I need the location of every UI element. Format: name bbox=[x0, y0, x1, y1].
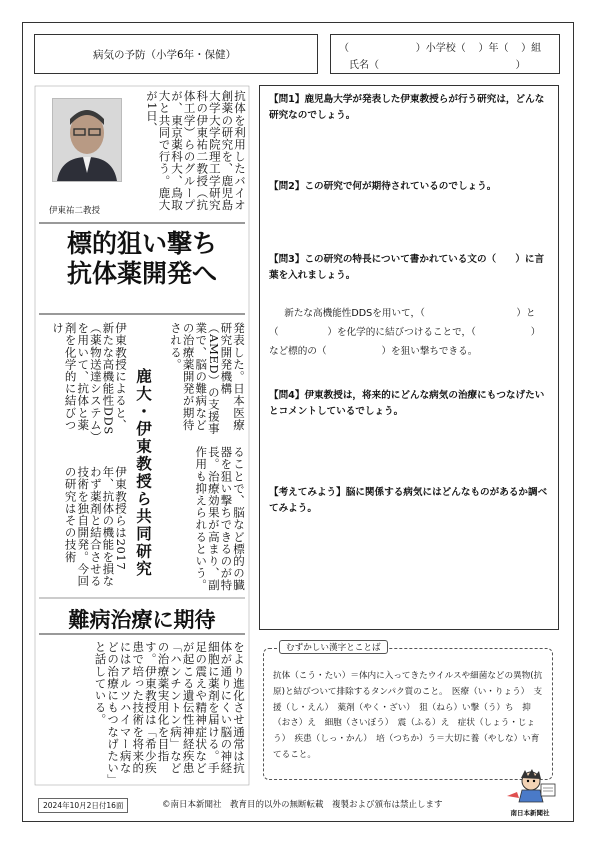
headline bbox=[39, 229, 245, 289]
headline-line2: 抗体薬開発へ bbox=[66, 259, 217, 288]
question-box bbox=[259, 85, 559, 630]
name-box bbox=[330, 34, 560, 74]
article-column: 抗体を利用したバイオ創薬の研究を、鹿児島大学大学院理工学研究科の伊東祐二教授（抗体工学）らのグループが、東京薬科大、鳥取大と共同で行う。鹿大が1日、 bbox=[144, 90, 247, 211]
photo-caption: 伊東祐二教授 bbox=[49, 206, 101, 216]
question-text: この研究で何が期待されているのでしょう。 bbox=[304, 181, 497, 192]
publish-date: 2024年10月2日付16面 bbox=[38, 798, 128, 813]
headline-line1: 標的狙い撃ち bbox=[66, 229, 217, 258]
question-number: 【問1】 bbox=[269, 94, 305, 105]
name-line: 氏名（ ） bbox=[349, 60, 526, 71]
question-text: 伊東教授は，将来的にどんな病気の治療にもつなげたいとコメントしているでしょう。 bbox=[269, 390, 545, 417]
subheadline: 鹿大・伊東教授ら共同研究 bbox=[134, 368, 153, 578]
news-article bbox=[35, 86, 249, 815]
question-number: 【問2】 bbox=[269, 181, 305, 192]
portrait-icon bbox=[53, 99, 121, 181]
vocabulary-label: むずかしい漢字とことば bbox=[279, 640, 388, 654]
article-column: 伊東教授らは2017年、抗体の機能を損なわず薬剤と結合させる技術を独自開発。今回の研究はその技術 bbox=[63, 466, 128, 587]
portrait-photo bbox=[52, 98, 122, 182]
mascot-icon bbox=[497, 768, 563, 818]
vocabulary-text: 抗体（こう・たい）＝体内に入ってきたウイルスや細菌などの異物(抗原)と結びついて排除するタンパク質のこと。 医療（い・りょう） 支援（し・えん） 薬剤（やく・ざい） 狙（ねら）い撃（う）ち 抑（おさ）え 細胞（さいぼう） 震（ふる）え 症状（しょう・じょう） 疾患（しっ・かん） 培（つちか）う＝大切に養（やしな）い育てること。 bbox=[273, 671, 543, 760]
question-4 bbox=[269, 388, 551, 419]
headline-2: 難病治療に期待 bbox=[68, 607, 216, 632]
worksheet-title: 病気の予防（小学6年・保健） bbox=[34, 34, 318, 74]
article-column: をより進化させ通常は抗体が通りにくい脳の神経細胞に薬剤を届ける。手足の震えや精神症状などが起こる遺伝性神経疾患「ハンチントン病」などの治療薬実用化を目指す。伊東教授は「希少疾患で培った技術を将来的にはアルツハイマー病などの治療にもつなげたい」と話している。 bbox=[93, 641, 246, 781]
question-text: この研究の特長について書かれている文の（ ）に言葉を入れましょう。 bbox=[269, 254, 545, 281]
copyright-notice: ©南日本新聞社 教育目的以外の無断転載 複製および頒布は禁止します bbox=[162, 800, 443, 810]
school-line: （ ）小学校（ ）年（ ）組 bbox=[339, 43, 542, 54]
mascot-drawing bbox=[497, 768, 563, 808]
logo-text: 南日本新聞社 bbox=[510, 809, 550, 817]
article-column: ることで、脳など標的の臓器を狙い撃ちできるのが特長。治療効果が高まり、副作用も抑えられるという。 bbox=[194, 446, 246, 592]
vocabulary-box bbox=[263, 648, 553, 780]
article-column: 発表した。日本医療研究開発機構（AMED）の支援事業で、脳の難病などの治療薬開発が期待される。 bbox=[169, 322, 246, 435]
question-2 bbox=[269, 179, 551, 195]
question-text: 鹿児島大学が発表した伊東教授らが行う研究は，どんな研究なのでしょう。 bbox=[269, 94, 545, 121]
article-column: 伊東教授によると、新たな高機能性DDS（薬物送達システム）を用いて、抗体と薬剤を化学的に結びつけ bbox=[51, 322, 128, 438]
question-text: 脳に関係する病気にはどんなものがあるか調べてみよう。 bbox=[269, 487, 548, 514]
question-number: 【考えてみよう】 bbox=[269, 487, 346, 498]
question-number: 【問3】 bbox=[269, 254, 305, 265]
fill-in-line-2: （ ）を化学的に結びつけることで，（ ） bbox=[269, 327, 541, 338]
think-question bbox=[269, 485, 551, 516]
question-3 bbox=[269, 252, 551, 283]
fill-in-line-3: など標的の（ ）を狙い撃ちできる。 bbox=[269, 346, 478, 357]
question-1 bbox=[269, 92, 551, 123]
question-number: 【問4】 bbox=[269, 390, 305, 401]
fill-in-line-1: 新たな高機能性DDSを用いて，（ ）と bbox=[269, 308, 536, 319]
